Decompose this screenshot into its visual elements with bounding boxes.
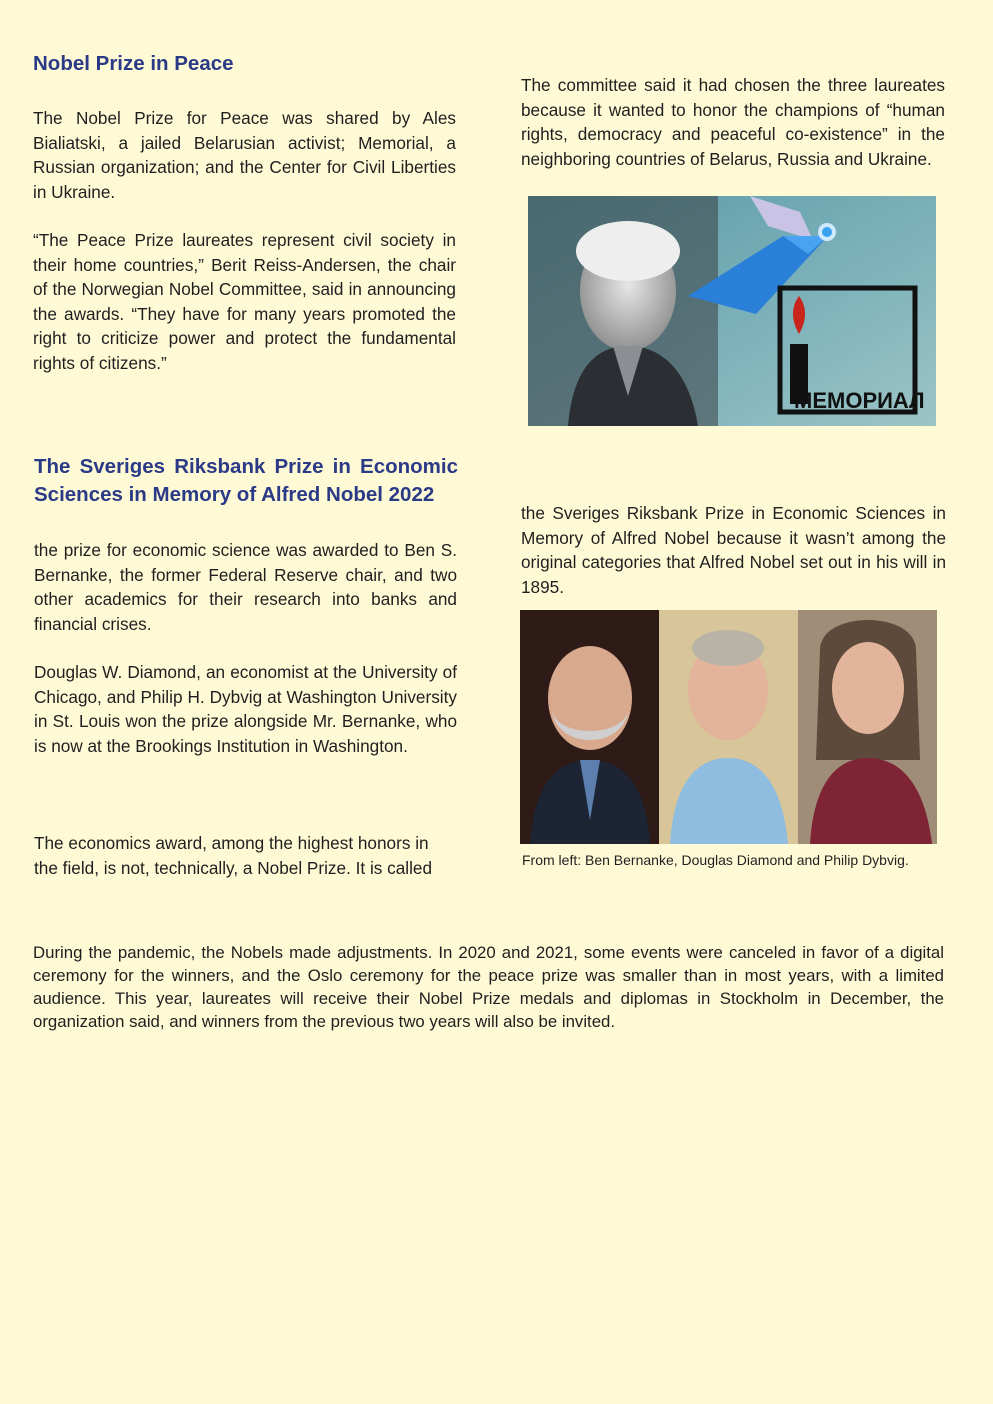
peace-photo-illustration	[528, 196, 936, 426]
peace-heading: Nobel Prize in Peace	[33, 52, 234, 75]
peace-paragraph-1: The Nobel Prize for Peace was shared by Ales Bialiatski, a jailed Belarusian activist; Memorial, a Russian organization; and the Center for Civil Liberties in Ukraine.	[33, 108, 456, 202]
peace-paragraph-2: “The Peace Prize laureates represent civil society in their home countries,” Berit Reiss-Andersen, the chair of the Norwegian Nobel Committee, said in announcing the awards. “They have for many years promoted the right to criticize power and protect the fundamental rights of citizens.”	[33, 230, 456, 373]
pandemic-paragraph: During the pandemic, the Nobels made adjustments. In 2020 and 2021, some events were canceled in favor of a digital ceremony for the winners, and the Oslo ceremony for the peace prize was smaller than in most years, with a limited audience. This year, laureates will receive their Nobel Prize medals and diplomas in Stockholm in December, the organization said, and winners from the previous two years will also be invited.	[33, 943, 944, 1031]
economics-right-paragraph: the Sveriges Riksbank Prize in Economic Sciences in Memory of Alfred Nobel because it wasn’t among the original categories that Alfred Nobel set out in his will in 1895.	[521, 503, 946, 597]
economics-paragraph-1: the prize for economic science was awarded to Ben S. Bernanke, the former Federal Reserve chair, and two other academics for their research into banks and financial crises.	[34, 540, 457, 634]
economics-photo-illustration	[520, 610, 937, 844]
economics-paragraph-3: The economics award, among the highest honors in the field, is not, technically, a Nobel Prize. It is called	[34, 833, 433, 878]
economics-photo	[520, 610, 937, 844]
peace-photo	[528, 196, 936, 426]
memorial-logo-text: МЕМОРИАЛ	[794, 388, 925, 413]
economics-photo-caption: From left: Ben Bernanke, Douglas Diamond and Philip Dybvig.	[522, 852, 909, 868]
peace-right-paragraph: The committee said it had chosen the three laureates because it wanted to honor the champions of “human rights, democracy and peaceful co-existence” in the neighboring countries of Belarus, Russia and Ukraine.	[521, 75, 945, 169]
economics-heading: The Sveriges Riksbank Prize in Economic Sciences in Memory of Alfred Nobel 2022	[34, 455, 458, 506]
economics-paragraph-2: Douglas W. Diamond, an economist at the University of Chicago, and Philip H. Dybvig at Washington University in St. Louis won the prize alongside Mr. Bernanke, who is now at the Brookings Institution in Washington.	[34, 662, 457, 756]
